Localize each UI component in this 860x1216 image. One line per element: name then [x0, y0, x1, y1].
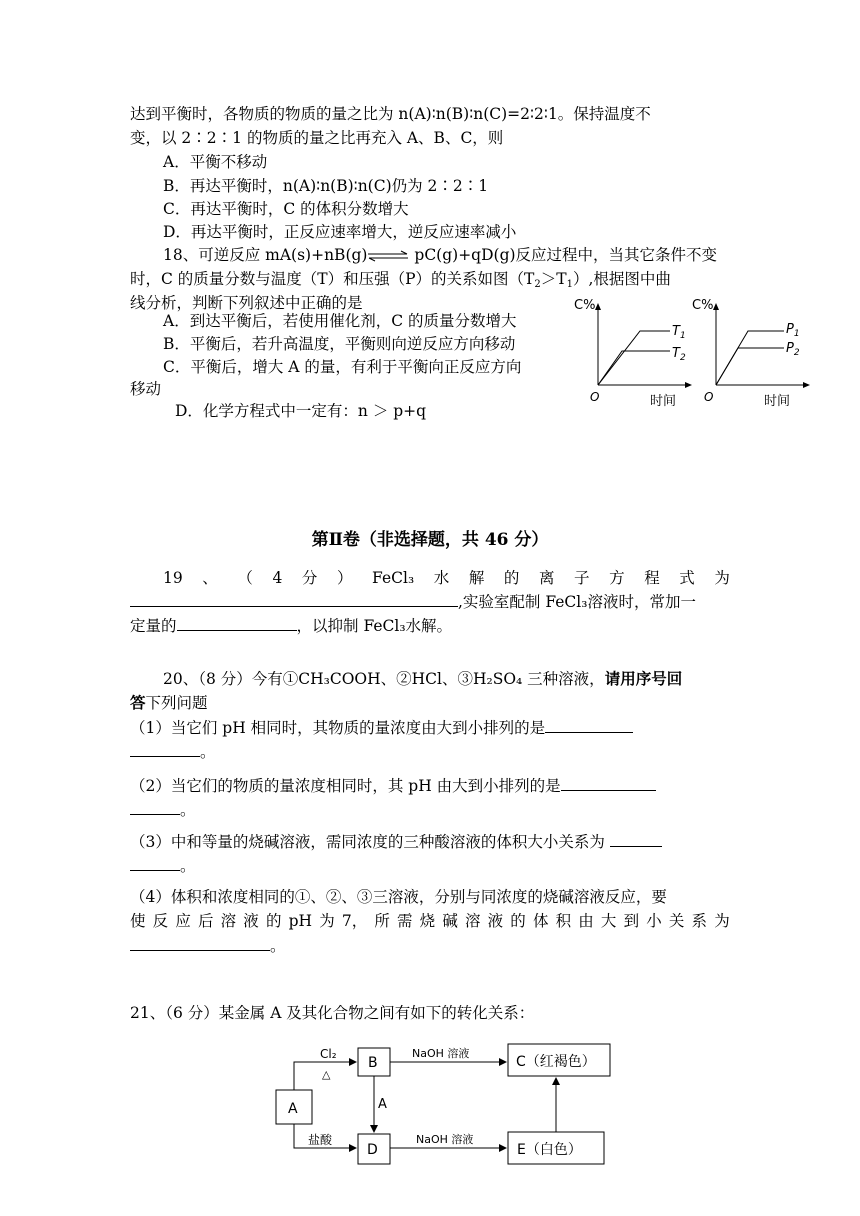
q18-graph-temperature	[570, 293, 700, 413]
q20-part-2-blank-cont[interactable]	[130, 798, 180, 815]
q19-word: 分	[301, 569, 318, 587]
q20-part-2-cont	[130, 798, 196, 821]
q20-line-2	[130, 692, 208, 714]
reversible-arrow-icon	[367, 250, 409, 262]
q20-intro: 20、（8 分）今有①CH₃COOH、②HCl、③H₂SO₄ 三种溶液，	[163, 670, 605, 688]
q19-word: 的	[503, 569, 520, 587]
q18-reactants: 18、可逆反应 mA(s)+nB(g)	[163, 246, 368, 264]
graph1-curve2-label: $T_2$	[672, 346, 686, 363]
section-2-title: 第Ⅱ卷（非选择题，共 46 分）	[311, 530, 549, 550]
q20-part-4-word: 溶	[464, 912, 481, 930]
q20-part-1-end: 。	[200, 743, 216, 761]
q20-part-4-word: 后	[197, 912, 214, 930]
q19-word: 19	[163, 569, 183, 587]
q20-part-1-text: （1）当它们 pH 相同时，其物质的量浓度由大到小排列的是	[130, 719, 546, 737]
q17-option-b: B．再达平衡时，n(A)∶n(B)∶n(C)仍为 2∶2∶1	[163, 177, 489, 195]
q17-option-c: C．再达平衡时，C 的体积分数增大	[163, 200, 409, 218]
q19-word: 水	[433, 569, 450, 587]
q20-part-4-end: 。	[270, 937, 286, 955]
q19-word: 离	[538, 569, 555, 587]
q20-instruction-end: 答	[130, 693, 146, 712]
q19-answer-blank-2[interactable]	[177, 614, 297, 631]
label-reagent-a: A	[378, 1097, 387, 1112]
q19-word: 程	[644, 569, 660, 587]
box-e-label: E（白色）	[517, 1142, 582, 1158]
q20-part-4-word: 需	[397, 912, 413, 930]
q19-word: （	[237, 569, 253, 587]
q19-word: 4	[272, 569, 283, 587]
q21-conversion-diagram	[268, 1040, 628, 1170]
q18-line-2-gt: ＞T	[540, 270, 567, 288]
q20-part-1-blank-cont[interactable]	[130, 740, 200, 757]
q20-part-2-text: （2）当它们的物质的量浓度相同时，其 pH 由大到小排列的是	[130, 777, 561, 795]
q20-part-1	[130, 716, 633, 739]
q20-part-1-blank[interactable]	[545, 716, 633, 733]
q20-part-4-word: 烧	[419, 912, 436, 930]
q20-part-4-word: 的	[265, 912, 282, 930]
q20-part-4-word: 应	[175, 912, 191, 930]
q19-line-2	[130, 590, 696, 613]
q19-line-3-start: 定量的	[130, 617, 177, 635]
q20-part-4-word: 碱	[442, 912, 458, 930]
q20-part-4-word: 体	[532, 912, 549, 930]
q17-option-a: A．平衡不移动	[163, 153, 268, 171]
graph1-ylabel: C%	[574, 298, 596, 313]
box-d-label: D	[367, 1142, 378, 1158]
q20-part-3-cont	[130, 854, 196, 877]
q19-line-1	[163, 567, 730, 589]
q19-word: 解	[468, 569, 485, 587]
graph2-curve2-label: $P_2$	[786, 341, 800, 358]
q20-part-4-word: 反	[152, 912, 169, 930]
q19-line-3-end: ，以抑制 FeCl₃水解。	[296, 617, 453, 635]
graph2-origin: O	[704, 390, 714, 404]
q20-part-4-word: 的	[510, 912, 526, 930]
graph2-xlabel: 时间	[764, 394, 791, 409]
q20-part-3-blank-cont[interactable]	[130, 854, 180, 871]
graph1-curve1-label: $T_1$	[672, 324, 686, 341]
label-naoh-1: NaOH 溶液	[412, 1047, 470, 1060]
q20-part-4-line-3	[130, 934, 286, 957]
label-heat: △	[322, 1068, 331, 1081]
q20-part-4-word: 为	[319, 912, 335, 930]
graph1-origin: O	[590, 390, 600, 404]
q18-option-c-cont: 移动	[130, 380, 162, 398]
box-c-label: C（红褐色）	[516, 1054, 596, 1070]
label-cl2: Cl₂	[320, 1047, 337, 1061]
q20-part-4-line-1: （4）体积和浓度相同的①、②、③三溶液，分别与同浓度的烧碱溶液反应，要	[130, 888, 667, 906]
q20-part-3	[130, 830, 662, 853]
q20-part-3-text: （3）中和等量的烧碱溶液，需同浓度的三种酸溶液的体积大小关系为	[130, 833, 605, 851]
q18-products: pC(g)+qD(g)反应过程中，当其它条件不变	[409, 246, 718, 264]
box-b-label: B	[368, 1055, 378, 1071]
label-naoh-2: NaOH 溶液	[416, 1133, 474, 1146]
q20-part-4-word: 所	[374, 912, 390, 930]
q19-answer-blank-1[interactable]	[130, 590, 458, 607]
q20-line-1	[163, 668, 682, 690]
q20-part-4-word: 小	[646, 912, 662, 930]
q18-line-2-text: 时，C 的质量分数与温度（T）和压强（P）的关系如图（T	[130, 270, 535, 288]
q18-line-2: 时，C 的质量分数与温度（T）和压强（P）的关系如图$(T_2>T_1)$,根据图中曲	[130, 270, 671, 290]
q21-line-1: 21、（6 分）某金属 A 及其化合物之间有如下的转化关系：	[130, 1004, 535, 1022]
q20-part-4-word: 液	[487, 912, 504, 930]
q20-part-4-word: 溶	[220, 912, 237, 930]
q19-word: 子	[574, 569, 590, 587]
q17-line-1: 达到平衡时，各物质的物质的量之比为 n(A)∶n(B)∶n(C)=2∶2∶1。保持温度不	[130, 105, 651, 123]
q18-option-a: A．到达平衡后，若使用催化剂，C 的质量分数增大	[163, 312, 517, 330]
q20-part-4-word: 关	[668, 912, 685, 930]
q20-part-3-end: 。	[180, 857, 196, 875]
q20-part-4-word: 系	[691, 912, 708, 930]
q19-line-3	[130, 614, 452, 637]
q20-part-4-word: 7，	[341, 912, 368, 930]
graph2-ylabel: C%	[692, 298, 714, 313]
q19-word: 式	[679, 569, 695, 587]
q18-line-1	[163, 244, 717, 266]
q20-part-4-word: pH	[288, 912, 313, 930]
q18-line-3: 线分析，判断下列叙述中正确的是	[130, 294, 363, 312]
q20-part-4-word: 大	[600, 912, 617, 930]
q19-word: FeCl₃	[372, 569, 415, 587]
q20-part-4-blank[interactable]	[130, 934, 270, 951]
q19-line-2-text: ,实验室配制 FeCl₃溶液时，常加一	[458, 593, 696, 611]
q18-option-b: B．平衡后，若升高温度，平衡则向逆反应方向移动	[163, 335, 516, 353]
q20-part-1-cont	[130, 740, 216, 763]
q20-part-4-word: 液	[243, 912, 259, 930]
q20-part-4-word: 到	[623, 912, 640, 930]
q18-graph-pressure	[688, 293, 818, 413]
q19-word: 为	[714, 569, 730, 587]
q19-word: 方	[609, 569, 625, 587]
q17-option-d: D．再达平衡时，正反应速率增大，逆反应速率减小	[163, 223, 517, 241]
q19-word: 、	[202, 569, 218, 587]
q20-part-4-word: 为	[714, 912, 730, 930]
q20-instruction: 请用序号回	[604, 669, 683, 688]
q17-line-2: 变，以 2∶2∶1 的物质的量之比再充入 A、B、C，则	[130, 129, 504, 147]
q20-part-2-end: 。	[180, 801, 196, 819]
q20-part-2-blank[interactable]	[561, 774, 656, 791]
graph1-xlabel: 时间	[650, 394, 677, 409]
q19-word: ）	[336, 569, 353, 587]
q20-part-4-line-2	[130, 910, 730, 932]
q20-part-4-word: 使	[130, 912, 146, 930]
graph2-curve1-label: $P_1$	[786, 322, 800, 339]
q20-part-3-blank[interactable]	[610, 830, 662, 847]
q20-part-2	[130, 774, 656, 797]
label-hydrochloric-acid: 盐酸	[308, 1133, 333, 1147]
box-a-label: A	[288, 1101, 298, 1117]
q18-line-2-end: ）,根据图中曲	[573, 270, 671, 288]
q20-intro-end: 下列问题	[145, 694, 208, 712]
q20-part-4-word: 由	[578, 912, 594, 930]
q18-option-c: C．平衡后，增大 A 的量，有利于平衡向正反应方向	[163, 358, 522, 376]
q20-part-4-word: 积	[555, 912, 572, 930]
q18-option-d: D．化学方程式中一定有：n ＞ p+q	[175, 402, 427, 420]
